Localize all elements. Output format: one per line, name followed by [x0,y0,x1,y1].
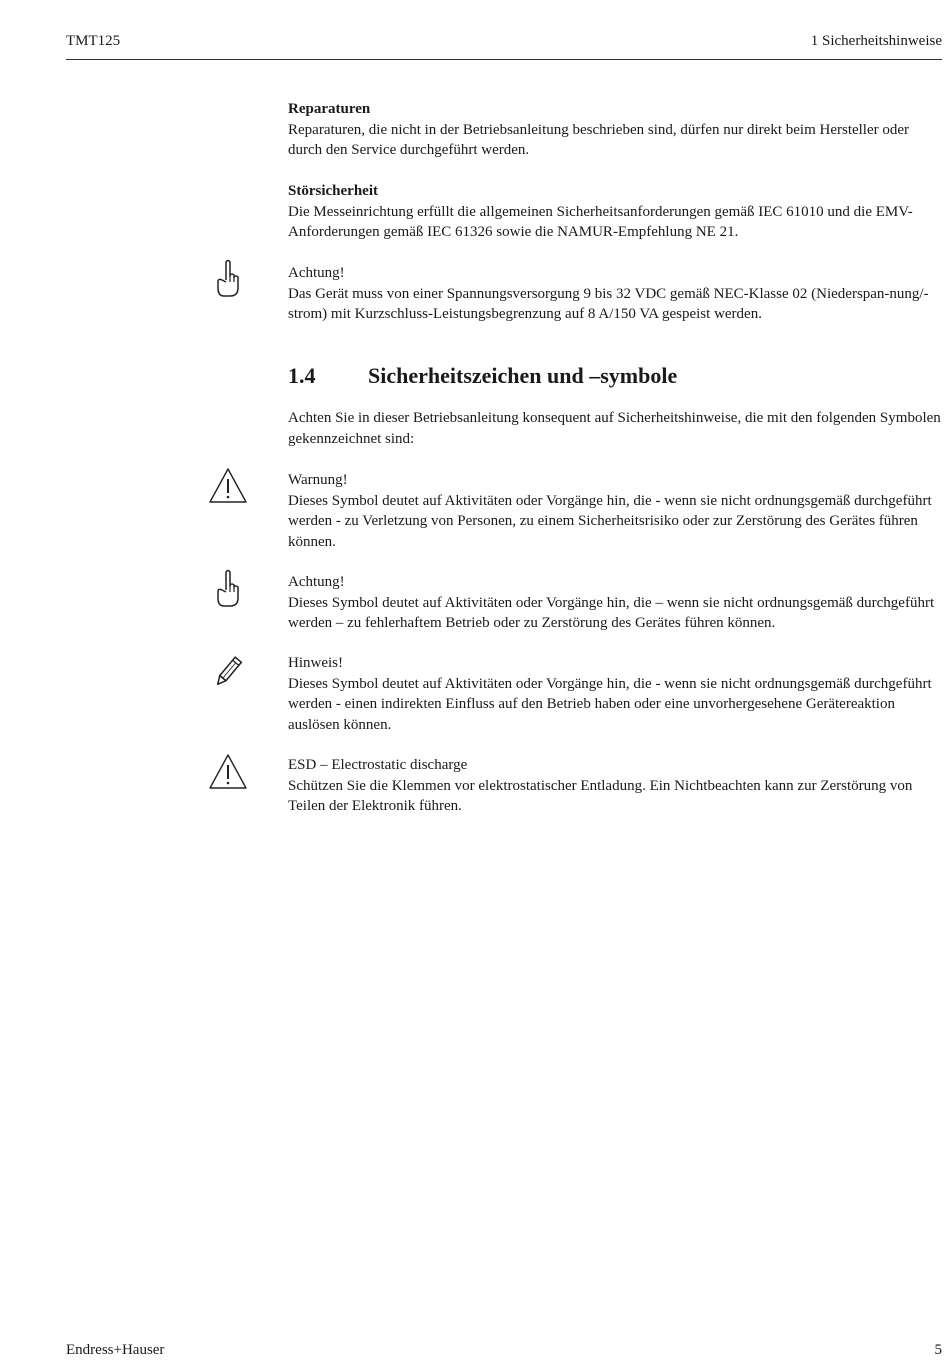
reparaturen-block [288,99,942,161]
symbol-esd-text: Schützen Sie die Klemmen vor elektrostatischer Entladung. Ein Nichtbeachten kann zur Zerstörung von Teilen der Elektronik führen. [288,777,913,814]
symbol-esd-block [288,755,942,817]
section-title [288,362,677,390]
symbol-esd-heading: ESD – Electrostatic discharge [288,757,468,773]
achtung-block [288,263,942,325]
footer-brand: Endress+Hauser [66,1342,165,1358]
symbol-hinweis-text: Dieses Symbol deutet auf Aktivitäten oder Vorgänge hin, die - wenn sie nicht ordnungsgemäß durchgeführt werden - einen indirekten Einfluss auf den Betrieb haben oder eine unvorhergesehene Gerätereaktion auslösen können. [288,675,932,733]
symbol-hinweis-block [288,653,942,735]
warning-triangle-icon [208,466,248,506]
header-chapter: 1 Sicherheitshinweise [810,33,942,49]
achtung-text: Das Gerät muss von einer Spannungsversorgung 9 bis 32 VDC gemäß NEC-Klasse 02 (Niederspan-nung/-strom) mit Kurzschluss-Leistungsbegrenzung auf 8 A/150 VA gespeist werden. [288,285,929,322]
pencil-icon [208,652,248,692]
reparaturen-heading: Reparaturen [288,101,371,117]
warning-triangle-icon [208,752,248,792]
symbol-achtung-text: Dieses Symbol deutet auf Aktivitäten oder Vorgänge hin, die – wenn sie nicht ordnungsgemäß durchgeführt werden – zu fehlerhaftem Betrieb oder zu Zerstörung des Gerätes führen können. [288,594,935,631]
footer-page-number: 5 [934,1342,942,1358]
reparaturen-text: Reparaturen, die nicht in der Betriebsanleitung beschrieben sind, dürfen nur direkt beim Hersteller oder durch den Service durchgeführt werden. [288,121,910,158]
symbol-warnung-heading: Warnung! [288,472,348,488]
section-title-text: Sicherheitszeichen und –symbole [368,363,678,388]
stoersicherheit-heading: Störsicherheit [288,183,378,199]
stoersicherheit-block [288,181,942,243]
symbol-hinweis-heading: Hinweis! [288,655,343,671]
symbol-achtung-heading: Achtung! [288,574,345,590]
symbol-warnung-block [288,470,942,552]
header-doc-id: TMT125 [66,33,121,49]
stoersicherheit-text: Die Messeinrichtung erfüllt die allgemeinen Sicherheitsanforderungen gemäß IEC 61010 und die EMV-Anforderungen gemäß IEC 61326 sowie die NAMUR-Empfehlung NE 21. [288,203,913,240]
section-intro-text: Achten Sie in dieser Betriebsanleitung konsequent auf Sicherheitshinweise, die mit den folgenden Symbolen gekennzeichnet sind: [288,410,941,447]
header-rule [66,59,942,60]
pointing-hand-icon [208,258,248,298]
symbol-warnung-text: Dieses Symbol deutet auf Aktivitäten oder Vorgänge hin, die - wenn sie nicht ordnungsgemäß durchgeführt werden - zu Verletzung von Personen, zu einem Sicherheitsrisiko oder zur Zerstörung des Gerätes führen können. [288,492,932,550]
achtung-heading: Achtung! [288,265,345,281]
section-intro [288,408,942,449]
section-number: 1.4 [288,363,316,388]
symbol-achtung-block [288,572,942,634]
pointing-hand-icon [208,568,248,608]
